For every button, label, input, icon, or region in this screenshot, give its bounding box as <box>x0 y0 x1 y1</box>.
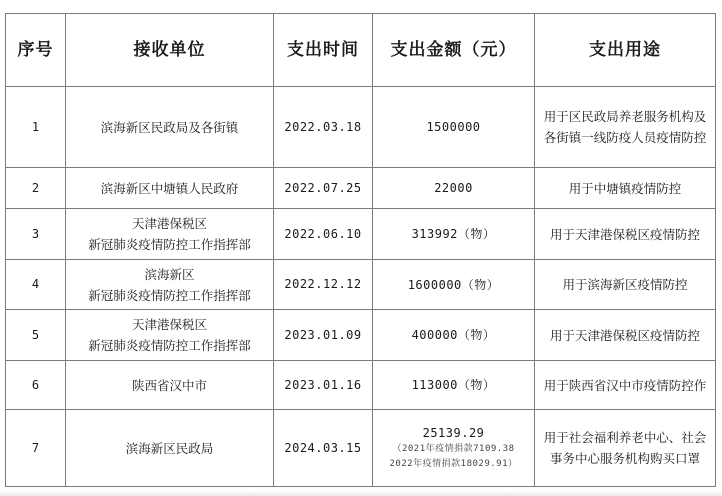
header-no: 序号 <box>6 14 66 87</box>
row-number: 6 <box>6 361 66 410</box>
date-cell: 2022.03.18 <box>274 87 373 168</box>
date-cell: 2024.03.15 <box>274 410 373 487</box>
recipient-line: 滨海新区 <box>144 266 195 282</box>
recipient-line: 新冠肺炎疫情防控工作指挥部 <box>88 338 251 353</box>
recipient-cell <box>66 361 274 410</box>
recipient-cell <box>66 260 274 310</box>
amount-value: 1600000（物） <box>407 277 500 292</box>
amount-value: 25139.29 <box>422 426 485 440</box>
purpose-cell: 用于陕西省汉中市疫情防控作 <box>535 361 716 410</box>
amount-value: 113000（物） <box>411 378 496 392</box>
purpose-cell: 用于滨海新区疫情防控 <box>535 260 716 310</box>
header-date: 支出时间 <box>274 14 373 87</box>
donation-expenditure-table <box>5 13 716 487</box>
purpose-cell: 用于天津港保税区疫情防控 <box>535 209 716 260</box>
amount-value: 313992（物） <box>411 227 496 241</box>
amount-note: （2021年疫情捐款7109.38 <box>392 444 515 454</box>
table-row <box>6 310 716 361</box>
row-number: 1 <box>6 87 66 168</box>
recipient-cell <box>66 209 274 260</box>
purpose-cell: 用于中塘镇疫情防控 <box>535 168 716 209</box>
date-cell: 2022.07.25 <box>274 168 373 209</box>
bottom-edge <box>0 490 722 496</box>
table-row <box>6 361 716 410</box>
amount-value: 400000（物） <box>411 328 496 342</box>
amount-cell <box>373 260 535 310</box>
recipient-cell <box>66 87 274 168</box>
amount-cell <box>373 361 535 410</box>
date-cell: 2022.12.12 <box>274 260 373 310</box>
table-row <box>6 260 716 310</box>
row-number: 4 <box>6 260 66 310</box>
amount-cell <box>373 209 535 260</box>
recipient-line: 滨海新区民政局 <box>125 440 214 456</box>
recipient-line: 新冠肺炎疫情防控工作指挥部 <box>88 287 251 303</box>
table-header-row <box>6 14 716 87</box>
row-number: 3 <box>6 209 66 260</box>
date-cell: 2023.01.16 <box>274 361 373 410</box>
row-number: 2 <box>6 168 66 209</box>
recipient-line: 天津港保税区 <box>131 216 207 231</box>
header-purpose: 支出用途 <box>535 14 716 87</box>
recipient-line: 滨海新区民政局及各街镇 <box>100 119 239 135</box>
recipient-line: 天津港保税区 <box>131 317 207 332</box>
recipient-cell <box>66 410 274 487</box>
header-recipient: 接收单位 <box>66 14 274 87</box>
purpose-cell: 用于社会福利养老中心、社会事务中心服务机构购买口罩 <box>535 410 716 487</box>
date-cell: 2023.01.09 <box>274 310 373 361</box>
amount-value: 22000 <box>434 181 473 195</box>
purpose-cell: 用于区民政局养老服务机构及各街镇一线防疫人员疫情防控 <box>535 87 716 168</box>
amount-cell <box>373 87 535 168</box>
table-row <box>6 410 716 487</box>
table-row <box>6 87 716 168</box>
row-number: 7 <box>6 410 66 487</box>
amount-note: 2022年疫情捐款18029.91） <box>389 459 518 469</box>
recipient-cell <box>66 168 274 209</box>
recipient-line: 新冠肺炎疫情防控工作指挥部 <box>88 237 251 252</box>
amount-cell <box>373 168 535 209</box>
amount-cell <box>373 410 535 487</box>
date-cell: 2022.06.10 <box>274 209 373 260</box>
amount-value: 1500000 <box>426 120 481 134</box>
purpose-cell: 用于天津港保税区疫情防控 <box>535 310 716 361</box>
amount-cell <box>373 310 535 361</box>
recipient-line: 滨海新区中塘镇人民政府 <box>100 180 239 196</box>
row-number: 5 <box>6 310 66 361</box>
table-row <box>6 168 716 209</box>
table-row <box>6 209 716 260</box>
header-amount: 支出金额（元） <box>373 14 535 87</box>
table-body <box>6 87 716 487</box>
recipient-cell <box>66 310 274 361</box>
recipient-line: 陕西省汉中市 <box>131 377 207 393</box>
